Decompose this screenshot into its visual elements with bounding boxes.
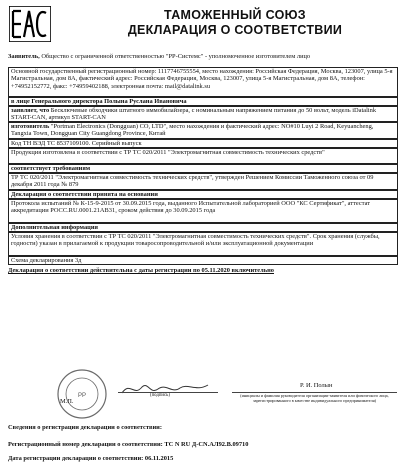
eac-logo: [9, 6, 51, 42]
company-stamp-icon: [56, 368, 108, 420]
validity-row: Декларация о соответствии действительна с даты регистрации по 05.11.2020 включительно: [8, 267, 274, 274]
address-block: Основной государственный регистрационный номер: 1117746755554, место нахождения: Российская Федерация, Москва, 123007, улица 5-я Магистральная, дом 8А, фактический адрес: Российская Федерация, Москва, 123007, улица 5-я Магистральная, дом 8А, телефон: +74952152772, факс: +74959402188, электронная почта: mail@datalink.su: [8, 67, 398, 97]
extra-text: Условия хранения в соответствии с ТР ТС 020/2011 "Электромагнитная совместимость технических средств". Срок хранения (службы, годности) указан в прилагаемой к продукции товаросопроводительной и/или эксплуатационной документации: [8, 232, 398, 256]
requirements-label: соответствует требованиям: [8, 164, 398, 173]
requirements-text: ТР ТС 020/2011 "Электромагнитная совместимость технических средств", утвержден Решением Комиссии Таможенного союза от 09 декабря 2011 года № 879: [8, 173, 398, 190]
title-declaration: ДЕКЛАРАЦИЯ О СООТВЕТСТВИИ: [127, 23, 343, 37]
registration-number: Регистрационный номер декларации о соответствии: ТС N RU Д-CN.AЛ92.В.09710: [8, 441, 249, 448]
basis-text: Протокола испытаний № К-15-9-2015 от 30.09.2015 года, выданного Испытательной лабораторией ООО "КС Сертификат", аттестат аккредитации РОСС.RU.0001.21АВ31, сроком действия до 30.09.2015 года: [8, 199, 398, 223]
declaration-body: [8, 53, 398, 355]
tn-row: Код ТН ВЭД ТС 8537109100. Серийный выпуск: [8, 139, 398, 148]
product-row: заявляет, что Бесключевые обходчики штатного иммобилайзера, с номинальным напряжением питания до 50 вольт, модель iDatalink START-CAN, артикул START-CAN: [8, 106, 398, 122]
registration-info-label: Сведения о регистрации декларации о соответствии:: [8, 424, 162, 431]
director-row: в лице Генерального директора Полына Руслана Ивановича: [8, 97, 398, 106]
scheme-row: Схема декларирования 3д: [8, 256, 398, 265]
title-union: ТАМОЖЕННЫЙ СОЮЗ: [164, 8, 306, 22]
basis-label: Декларация о соответствии принята на основании: [8, 190, 398, 199]
manufacturer-row: изготовитель "Portman Electronics (Dongguan) CO, LTD", место нахождения и фактический адрес: NO#10 Luyi 2 Road, Keyuancheng, Tangxia Town, Dongguan City Guangdong Province, Китай: [8, 122, 398, 139]
applicant-row: Заявитель, Общество с ограниченной ответственностью "РР-Системс" - уполномоченное изготовителем лицо: [8, 53, 311, 60]
extra-label: Дополнительная информация: [8, 223, 398, 232]
registration-date: Дата регистрации декларации о соответствии: 06.11.2015: [8, 455, 174, 462]
svg-text:РР: РР: [77, 393, 87, 399]
signer-caption: (инициалы и фамилия руководителя организации-заявителя или физического лица, зарегистрированного в качестве индивидуального предпринимателя): [240, 393, 389, 403]
stamp-mark: М.П.: [60, 398, 74, 405]
signer-name: Р. И. Полын: [300, 382, 333, 389]
signature-caption: (подпись): [150, 393, 170, 398]
produced-row: Продукция изготовлена в соответствии с ТР ТС 020/2011 "Электромагнитная совместимость технических средств": [8, 148, 398, 164]
